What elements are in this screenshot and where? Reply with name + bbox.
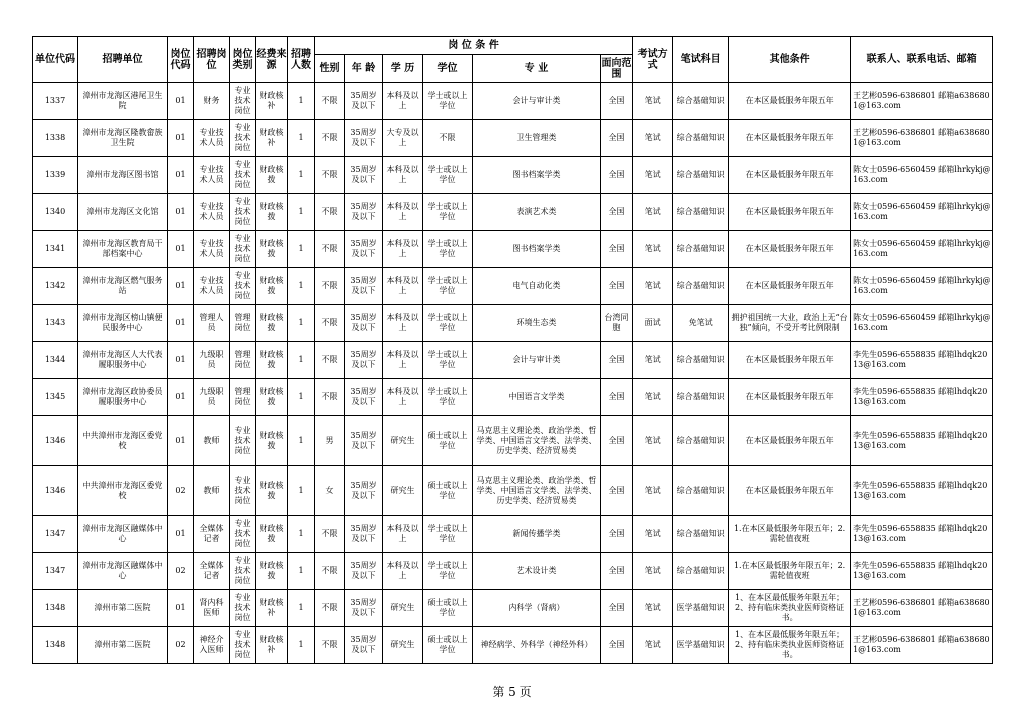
cell-post-name: 管理人员 bbox=[194, 305, 230, 342]
cell-education: 本科及以上 bbox=[383, 342, 423, 379]
header-contact: 联系人、联系电话、邮箱 bbox=[851, 37, 993, 83]
recruitment-table bbox=[32, 36, 993, 664]
cell-contact: 陈女士0596-6560459 邮箱lhrkykj@163.com bbox=[851, 157, 993, 194]
cell-count: 1 bbox=[288, 466, 315, 516]
cell-contact: 陈女士0596-6560459 邮箱lhrkykj@163.com bbox=[851, 194, 993, 231]
cell-scope: 全国 bbox=[601, 268, 633, 305]
header-exam-method: 考试方式 bbox=[633, 37, 673, 83]
cell-post-name: 九级职员 bbox=[194, 342, 230, 379]
cell-post-code: 01 bbox=[168, 590, 194, 627]
header-other: 其他条件 bbox=[729, 37, 851, 83]
cell-unit-code: 1343 bbox=[33, 305, 78, 342]
cell-post-name: 教师 bbox=[194, 466, 230, 516]
cell-post-type: 专业技术岗位 bbox=[230, 627, 256, 664]
header-unit-name: 招聘单位 bbox=[78, 37, 168, 83]
cell-written-subject: 综合基础知识 bbox=[673, 342, 729, 379]
cell-funding: 财政核拨 bbox=[256, 157, 288, 194]
cell-unit-name: 漳州市龙海区教育局干部档案中心 bbox=[78, 231, 168, 268]
cell-education: 研究生 bbox=[383, 590, 423, 627]
cell-age: 35周岁及以下 bbox=[345, 342, 383, 379]
cell-post-name: 神经介入医师 bbox=[194, 627, 230, 664]
cell-unit-name: 漳州市第二医院 bbox=[78, 590, 168, 627]
cell-contact: 李先生0596-6558835 邮箱lhdqk2013@163.com bbox=[851, 553, 993, 590]
cell-other: 1.在本区最低服务年限五年；2.需轮值夜班 bbox=[729, 553, 851, 590]
header-post-name: 招聘岗位 bbox=[194, 37, 230, 83]
cell-other: 在本区最低服务年限五年 bbox=[729, 120, 851, 157]
cell-degree: 硕士或以上学位 bbox=[423, 590, 473, 627]
cell-funding: 财政核补 bbox=[256, 627, 288, 664]
cell-education: 本科及以上 bbox=[383, 516, 423, 553]
cell-count: 1 bbox=[288, 627, 315, 664]
cell-other: 拥护祖国统一大业，政治上无“台独”倾向，不受开考比例限制 bbox=[729, 305, 851, 342]
cell-exam-method: 笔试 bbox=[633, 516, 673, 553]
cell-exam-method: 笔试 bbox=[633, 416, 673, 466]
cell-post-name: 专业技术人员 bbox=[194, 194, 230, 231]
header-unit-code: 单位代码 bbox=[33, 37, 78, 83]
cell-unit-name: 漳州市龙海区图书馆 bbox=[78, 157, 168, 194]
cell-unit-code: 1346 bbox=[33, 466, 78, 516]
cell-degree: 硕士或以上学位 bbox=[423, 466, 473, 516]
cell-education: 本科及以上 bbox=[383, 194, 423, 231]
cell-unit-name: 漳州市龙海区融媒体中心 bbox=[78, 553, 168, 590]
cell-gender: 不限 bbox=[315, 83, 345, 120]
table-row bbox=[33, 83, 993, 120]
cell-gender: 不限 bbox=[315, 305, 345, 342]
cell-exam-method: 笔试 bbox=[633, 590, 673, 627]
table-body bbox=[33, 83, 993, 664]
cell-age: 35周岁及以下 bbox=[345, 120, 383, 157]
cell-post-name: 九级职员 bbox=[194, 379, 230, 416]
cell-contact: 陈女士0596-6560459 邮箱lhrkykj@163.com bbox=[851, 231, 993, 268]
cell-exam-method: 笔试 bbox=[633, 627, 673, 664]
cell-unit-code: 1340 bbox=[33, 194, 78, 231]
cell-gender: 不限 bbox=[315, 120, 345, 157]
cell-written-subject: 综合基础知识 bbox=[673, 231, 729, 268]
cell-exam-method: 笔试 bbox=[633, 120, 673, 157]
cell-funding: 财政核拨 bbox=[256, 379, 288, 416]
cell-post-type: 专业技术岗位 bbox=[230, 83, 256, 120]
cell-unit-name: 漳州市龙海区港尾卫生院 bbox=[78, 83, 168, 120]
cell-funding: 财政核补 bbox=[256, 83, 288, 120]
cell-education: 本科及以上 bbox=[383, 305, 423, 342]
cell-count: 1 bbox=[288, 231, 315, 268]
cell-post-type: 管理岗位 bbox=[230, 379, 256, 416]
cell-exam-method: 笔试 bbox=[633, 157, 673, 194]
cell-exam-method: 笔试 bbox=[633, 379, 673, 416]
cell-post-type: 专业技术岗位 bbox=[230, 157, 256, 194]
cell-education: 研究生 bbox=[383, 416, 423, 466]
cell-education: 本科及以上 bbox=[383, 379, 423, 416]
cell-funding: 财政核拨 bbox=[256, 342, 288, 379]
cell-post-code: 01 bbox=[168, 416, 194, 466]
cell-degree: 学士或以上学位 bbox=[423, 379, 473, 416]
table-row bbox=[33, 466, 993, 516]
cell-unit-code: 1342 bbox=[33, 268, 78, 305]
cell-contact: 王艺彬0596-6386801 邮箱a6386801@163.com bbox=[851, 120, 993, 157]
cell-scope: 全国 bbox=[601, 416, 633, 466]
cell-post-type: 专业技术岗位 bbox=[230, 268, 256, 305]
cell-count: 1 bbox=[288, 416, 315, 466]
cell-count: 1 bbox=[288, 590, 315, 627]
cell-post-code: 01 bbox=[168, 231, 194, 268]
cell-post-type: 管理岗位 bbox=[230, 305, 256, 342]
table-row bbox=[33, 553, 993, 590]
cell-major: 艺术设计类 bbox=[473, 553, 601, 590]
cell-education: 本科及以上 bbox=[383, 83, 423, 120]
cell-funding: 财政核拨 bbox=[256, 268, 288, 305]
cell-unit-code: 1348 bbox=[33, 627, 78, 664]
cell-contact: 陈女士0596-6560459 邮箱lhrkykj@163.com bbox=[851, 268, 993, 305]
cell-written-subject: 综合基础知识 bbox=[673, 268, 729, 305]
table-row bbox=[33, 416, 993, 466]
cell-other: 在本区最低服务年限五年 bbox=[729, 466, 851, 516]
cell-major: 图书档案学类 bbox=[473, 157, 601, 194]
cell-post-code: 02 bbox=[168, 466, 194, 516]
cell-scope: 全国 bbox=[601, 157, 633, 194]
cell-major: 电气自动化类 bbox=[473, 268, 601, 305]
cell-education: 本科及以上 bbox=[383, 268, 423, 305]
cell-education: 研究生 bbox=[383, 627, 423, 664]
cell-funding: 财政核拨 bbox=[256, 516, 288, 553]
cell-post-name: 专业技术人员 bbox=[194, 120, 230, 157]
cell-other: 在本区最低服务年限五年 bbox=[729, 342, 851, 379]
cell-degree: 学士或以上学位 bbox=[423, 231, 473, 268]
cell-degree: 学士或以上学位 bbox=[423, 268, 473, 305]
cell-scope: 全国 bbox=[601, 466, 633, 516]
cell-unit-code: 1341 bbox=[33, 231, 78, 268]
cell-gender: 不限 bbox=[315, 590, 345, 627]
cell-post-code: 02 bbox=[168, 627, 194, 664]
cell-exam-method: 笔试 bbox=[633, 194, 673, 231]
cell-gender: 不限 bbox=[315, 516, 345, 553]
cell-other: 在本区最低服务年限五年 bbox=[729, 194, 851, 231]
cell-gender: 不限 bbox=[315, 379, 345, 416]
cell-unit-code: 1337 bbox=[33, 83, 78, 120]
table-row bbox=[33, 157, 993, 194]
cell-gender: 不限 bbox=[315, 157, 345, 194]
cell-exam-method: 面试 bbox=[633, 305, 673, 342]
table-row bbox=[33, 231, 993, 268]
cell-unit-name: 中共漳州市龙海区委党校 bbox=[78, 416, 168, 466]
cell-unit-name: 漳州市龙海区燃气服务站 bbox=[78, 268, 168, 305]
cell-degree: 学士或以上学位 bbox=[423, 157, 473, 194]
cell-degree: 学士或以上学位 bbox=[423, 516, 473, 553]
cell-funding: 财政核拨 bbox=[256, 416, 288, 466]
cell-count: 1 bbox=[288, 268, 315, 305]
cell-gender: 不限 bbox=[315, 268, 345, 305]
cell-age: 35周岁及以下 bbox=[345, 590, 383, 627]
cell-other: 在本区最低服务年限五年 bbox=[729, 268, 851, 305]
cell-post-code: 01 bbox=[168, 157, 194, 194]
cell-exam-method: 笔试 bbox=[633, 268, 673, 305]
cell-major: 中国语言文学类 bbox=[473, 379, 601, 416]
cell-major: 新闻传播学类 bbox=[473, 516, 601, 553]
table-row bbox=[33, 590, 993, 627]
header-scope: 面向范围 bbox=[601, 55, 633, 83]
cell-written-subject: 医学基础知识 bbox=[673, 590, 729, 627]
cell-major: 马克思主义理论类、政治学类、哲学类、中国语言文学类、法学类、历史学类、经济贸易类 bbox=[473, 466, 601, 516]
cell-age: 35周岁及以下 bbox=[345, 466, 383, 516]
cell-post-code: 01 bbox=[168, 120, 194, 157]
cell-other: 1、在本区最低服务年限五年；2、持有临床类执业医师资格证书。 bbox=[729, 590, 851, 627]
cell-unit-name: 漳州市龙海区政协委员履职服务中心 bbox=[78, 379, 168, 416]
cell-post-type: 专业技术岗位 bbox=[230, 194, 256, 231]
cell-written-subject: 医学基础知识 bbox=[673, 627, 729, 664]
cell-scope: 全国 bbox=[601, 627, 633, 664]
cell-post-name: 全媒体记者 bbox=[194, 516, 230, 553]
cell-funding: 财政核补 bbox=[256, 590, 288, 627]
cell-major: 图书档案学类 bbox=[473, 231, 601, 268]
cell-funding: 财政核补 bbox=[256, 120, 288, 157]
cell-post-type: 专业技术岗位 bbox=[230, 590, 256, 627]
cell-contact: 李先生0596-6558835 邮箱lhdqk2013@163.com bbox=[851, 379, 993, 416]
cell-scope: 台湾同胞 bbox=[601, 305, 633, 342]
cell-contact: 李先生0596-6558835 邮箱lhdqk2013@163.com bbox=[851, 416, 993, 466]
table-row bbox=[33, 627, 993, 664]
cell-other: 在本区最低服务年限五年 bbox=[729, 416, 851, 466]
table-header bbox=[33, 37, 993, 83]
cell-other: 1、在本区最低服务年限五年；2、持有临床类执业医师资格证书。 bbox=[729, 627, 851, 664]
cell-unit-name: 漳州市龙海区人大代表履职服务中心 bbox=[78, 342, 168, 379]
cell-exam-method: 笔试 bbox=[633, 553, 673, 590]
cell-written-subject: 综合基础知识 bbox=[673, 379, 729, 416]
cell-written-subject: 综合基础知识 bbox=[673, 120, 729, 157]
cell-major: 会计与审计类 bbox=[473, 83, 601, 120]
table-row bbox=[33, 194, 993, 231]
cell-unit-name: 漳州市龙海区文化馆 bbox=[78, 194, 168, 231]
cell-post-code: 01 bbox=[168, 305, 194, 342]
cell-count: 1 bbox=[288, 194, 315, 231]
cell-exam-method: 笔试 bbox=[633, 466, 673, 516]
cell-written-subject: 综合基础知识 bbox=[673, 416, 729, 466]
cell-scope: 全国 bbox=[601, 590, 633, 627]
cell-age: 35周岁及以下 bbox=[345, 83, 383, 120]
cell-written-subject: 综合基础知识 bbox=[673, 466, 729, 516]
cell-written-subject: 免笔试 bbox=[673, 305, 729, 342]
cell-contact: 王艺彬0596-6386801 邮箱a6386801@163.com bbox=[851, 627, 993, 664]
cell-post-type: 专业技术岗位 bbox=[230, 231, 256, 268]
cell-written-subject: 综合基础知识 bbox=[673, 553, 729, 590]
table-row bbox=[33, 379, 993, 416]
cell-post-type: 专业技术岗位 bbox=[230, 120, 256, 157]
cell-count: 1 bbox=[288, 342, 315, 379]
cell-other: 1.在本区最低服务年限五年；2.需轮值夜班 bbox=[729, 516, 851, 553]
cell-post-name: 全媒体记者 bbox=[194, 553, 230, 590]
recruitment-table-sheet bbox=[32, 36, 992, 664]
cell-contact: 王艺彬0596-6386801 邮箱a6386801@163.com bbox=[851, 83, 993, 120]
cell-unit-name: 漳州市第二医院 bbox=[78, 627, 168, 664]
header-count: 招聘人数 bbox=[288, 37, 315, 83]
table-row bbox=[33, 120, 993, 157]
cell-education: 本科及以上 bbox=[383, 553, 423, 590]
cell-degree: 学士或以上学位 bbox=[423, 194, 473, 231]
header-gender: 性别 bbox=[315, 55, 345, 83]
cell-funding: 财政核拨 bbox=[256, 231, 288, 268]
cell-unit-code: 1344 bbox=[33, 342, 78, 379]
cell-other: 在本区最低服务年限五年 bbox=[729, 157, 851, 194]
cell-unit-code: 1345 bbox=[33, 379, 78, 416]
cell-post-name: 肾内科医师 bbox=[194, 590, 230, 627]
header-funding: 经费来源 bbox=[256, 37, 288, 83]
header-education: 学 历 bbox=[383, 55, 423, 83]
header-major: 专 业 bbox=[473, 55, 601, 83]
cell-unit-code: 1348 bbox=[33, 590, 78, 627]
cell-unit-name: 漳州市龙海区融媒体中心 bbox=[78, 516, 168, 553]
cell-count: 1 bbox=[288, 516, 315, 553]
header-age: 年 龄 bbox=[345, 55, 383, 83]
cell-unit-code: 1346 bbox=[33, 416, 78, 466]
cell-other: 在本区最低服务年限五年 bbox=[729, 83, 851, 120]
cell-post-code: 01 bbox=[168, 83, 194, 120]
cell-written-subject: 综合基础知识 bbox=[673, 157, 729, 194]
cell-gender: 不限 bbox=[315, 231, 345, 268]
cell-age: 35周岁及以下 bbox=[345, 268, 383, 305]
cell-post-type: 专业技术岗位 bbox=[230, 516, 256, 553]
cell-degree: 学士或以上学位 bbox=[423, 553, 473, 590]
cell-major: 会计与审计类 bbox=[473, 342, 601, 379]
cell-exam-method: 笔试 bbox=[633, 342, 673, 379]
cell-post-type: 专业技术岗位 bbox=[230, 466, 256, 516]
cell-gender: 不限 bbox=[315, 627, 345, 664]
cell-funding: 财政核拨 bbox=[256, 305, 288, 342]
cell-funding: 财政核拨 bbox=[256, 466, 288, 516]
cell-scope: 全国 bbox=[601, 516, 633, 553]
cell-written-subject: 综合基础知识 bbox=[673, 83, 729, 120]
header-written-subject: 笔试科目 bbox=[673, 37, 729, 83]
cell-gender: 不限 bbox=[315, 194, 345, 231]
cell-scope: 全国 bbox=[601, 379, 633, 416]
cell-post-name: 财务 bbox=[194, 83, 230, 120]
cell-education: 本科及以上 bbox=[383, 157, 423, 194]
cell-major: 内科学（肾病） bbox=[473, 590, 601, 627]
cell-contact: 陈女士0596-6560459 邮箱lhrkykj@163.com bbox=[851, 305, 993, 342]
cell-post-name: 专业技术人员 bbox=[194, 157, 230, 194]
cell-major: 神经病学、外科学（神经外科） bbox=[473, 627, 601, 664]
cell-exam-method: 笔试 bbox=[633, 83, 673, 120]
cell-contact: 李先生0596-6558835 邮箱lhdqk2013@163.com bbox=[851, 342, 993, 379]
cell-degree: 学士或以上学位 bbox=[423, 342, 473, 379]
cell-post-type: 专业技术岗位 bbox=[230, 553, 256, 590]
header-post-type: 岗位类别 bbox=[230, 37, 256, 83]
cell-post-code: 01 bbox=[168, 268, 194, 305]
cell-scope: 全国 bbox=[601, 231, 633, 268]
cell-major: 卫生管理类 bbox=[473, 120, 601, 157]
cell-count: 1 bbox=[288, 120, 315, 157]
cell-post-code: 02 bbox=[168, 553, 194, 590]
cell-scope: 全国 bbox=[601, 553, 633, 590]
cell-count: 1 bbox=[288, 83, 315, 120]
cell-count: 1 bbox=[288, 379, 315, 416]
cell-scope: 全国 bbox=[601, 194, 633, 231]
cell-post-type: 管理岗位 bbox=[230, 342, 256, 379]
cell-unit-code: 1339 bbox=[33, 157, 78, 194]
cell-written-subject: 综合基础知识 bbox=[673, 194, 729, 231]
page-number: 第 5 页 bbox=[492, 685, 532, 699]
cell-contact: 李先生0596-6558835 邮箱lhdqk2013@163.com bbox=[851, 466, 993, 516]
cell-funding: 财政核拨 bbox=[256, 553, 288, 590]
cell-degree: 硕士或以上学位 bbox=[423, 627, 473, 664]
cell-age: 35周岁及以下 bbox=[345, 516, 383, 553]
cell-unit-code: 1338 bbox=[33, 120, 78, 157]
table-row bbox=[33, 268, 993, 305]
cell-count: 1 bbox=[288, 305, 315, 342]
cell-post-name: 专业技术人员 bbox=[194, 268, 230, 305]
cell-unit-name: 漳州市龙海区榜山镇便民服务中心 bbox=[78, 305, 168, 342]
cell-count: 1 bbox=[288, 157, 315, 194]
cell-degree: 不限 bbox=[423, 120, 473, 157]
header-conditions: 岗 位 条 件 bbox=[315, 37, 633, 55]
cell-education: 研究生 bbox=[383, 466, 423, 516]
cell-gender: 男 bbox=[315, 416, 345, 466]
cell-gender: 不限 bbox=[315, 342, 345, 379]
cell-scope: 全国 bbox=[601, 83, 633, 120]
cell-major: 环境生态类 bbox=[473, 305, 601, 342]
cell-age: 35周岁及以下 bbox=[345, 157, 383, 194]
cell-contact: 王艺彬0596-6386801 邮箱a6386801@163.com bbox=[851, 590, 993, 627]
cell-age: 35周岁及以下 bbox=[345, 231, 383, 268]
table-row bbox=[33, 305, 993, 342]
cell-education: 本科及以上 bbox=[383, 231, 423, 268]
cell-age: 35周岁及以下 bbox=[345, 627, 383, 664]
cell-scope: 全国 bbox=[601, 342, 633, 379]
table-row bbox=[33, 516, 993, 553]
cell-count: 1 bbox=[288, 553, 315, 590]
cell-post-name: 专业技术人员 bbox=[194, 231, 230, 268]
cell-unit-name: 漳州市龙海区隆教畲族卫生院 bbox=[78, 120, 168, 157]
header-degree: 学位 bbox=[423, 55, 473, 83]
cell-funding: 财政核拨 bbox=[256, 194, 288, 231]
cell-post-code: 01 bbox=[168, 379, 194, 416]
cell-gender: 不限 bbox=[315, 553, 345, 590]
cell-unit-code: 1347 bbox=[33, 553, 78, 590]
cell-scope: 全国 bbox=[601, 120, 633, 157]
cell-other: 在本区最低服务年限五年 bbox=[729, 231, 851, 268]
cell-post-code: 01 bbox=[168, 194, 194, 231]
cell-post-type: 专业技术岗位 bbox=[230, 416, 256, 466]
cell-unit-code: 1347 bbox=[33, 516, 78, 553]
cell-exam-method: 笔试 bbox=[633, 231, 673, 268]
header-post-code: 岗位代码 bbox=[168, 37, 194, 83]
cell-degree: 学士或以上学位 bbox=[423, 83, 473, 120]
cell-age: 35周岁及以下 bbox=[345, 194, 383, 231]
cell-other: 在本区最低服务年限五年 bbox=[729, 379, 851, 416]
cell-age: 35周岁及以下 bbox=[345, 305, 383, 342]
cell-unit-name: 中共漳州市龙海区委党校 bbox=[78, 466, 168, 516]
cell-education: 大专及以上 bbox=[383, 120, 423, 157]
cell-age: 35周岁及以下 bbox=[345, 379, 383, 416]
table-row bbox=[33, 342, 993, 379]
cell-post-code: 01 bbox=[168, 342, 194, 379]
cell-age: 35周岁及以下 bbox=[345, 553, 383, 590]
cell-major: 马克思主义理论类、政治学类、哲学类、中国语言文学类、法学类、历史学类、经济贸易类 bbox=[473, 416, 601, 466]
cell-age: 35周岁及以下 bbox=[345, 416, 383, 466]
cell-written-subject: 综合基础知识 bbox=[673, 516, 729, 553]
cell-contact: 李先生0596-6558835 邮箱lhdqk2013@163.com bbox=[851, 516, 993, 553]
cell-degree: 学士或以上学位 bbox=[423, 305, 473, 342]
cell-degree: 硕士或以上学位 bbox=[423, 416, 473, 466]
cell-major: 表演艺术类 bbox=[473, 194, 601, 231]
cell-post-code: 01 bbox=[168, 516, 194, 553]
cell-gender: 女 bbox=[315, 466, 345, 516]
cell-post-name: 教师 bbox=[194, 416, 230, 466]
